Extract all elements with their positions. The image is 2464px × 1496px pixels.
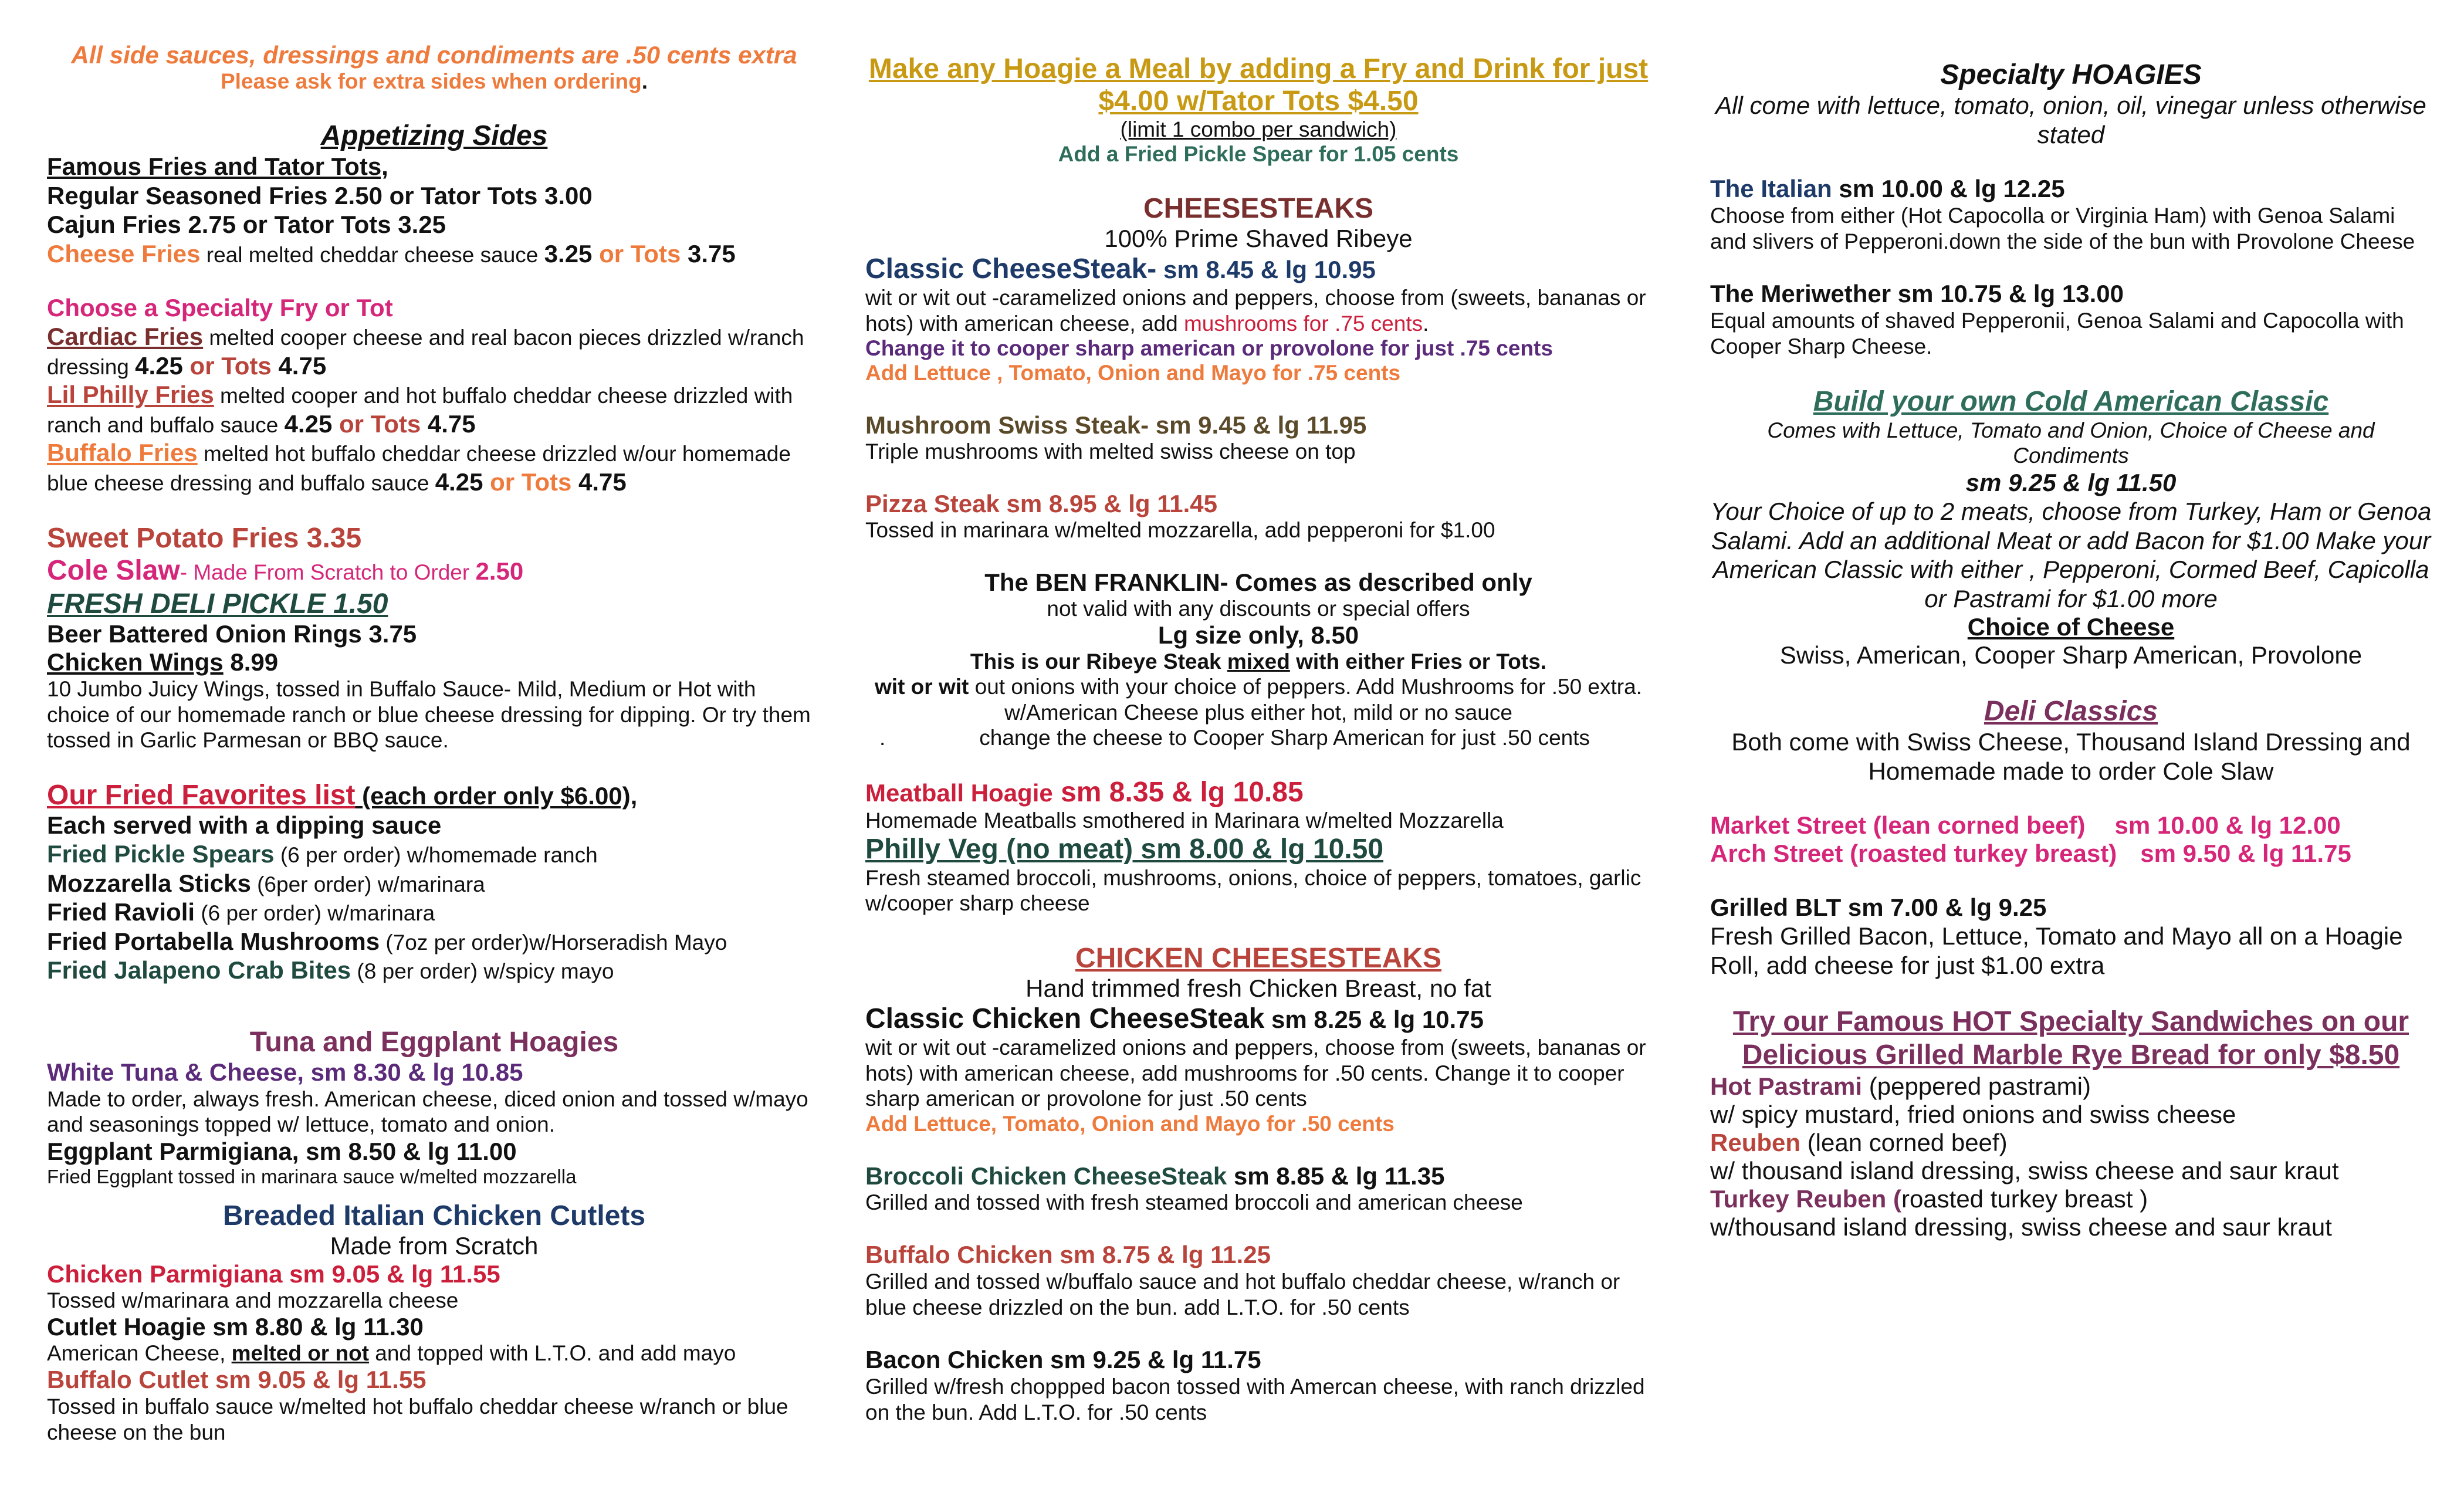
- cheese-fries-line: Cheese Fries real melted cheddar cheese sauce 3.25 or Tots 3.75: [47, 239, 736, 268]
- classic-chicken-title: Classic Chicken CheeseSteak sm 8.25 & lg 10.75: [865, 1003, 1484, 1034]
- rye-specialty-heading: Try our Famous HOT Specialty Sandwiches on our Delicious Grilled Marble Rye Bread for only $8.50: [1732, 1006, 2409, 1071]
- broccoli-chicken-title: Broccoli Chicken CheeseSteak sm 8.85 & lg 11.35: [865, 1162, 1445, 1190]
- market-street-item: Market Street (lean corned beef) sm 10.00 & lg 12.00: [1710, 811, 2341, 840]
- buffalo-cutlet-desc: Tossed in buffalo sauce w/melted hot buffalo cheddar cheese w/ranch or blue cheese on the bun: [47, 1395, 788, 1444]
- italian-title: The Italian sm 10.00 & lg 12.25: [1710, 175, 2065, 203]
- reuben-desc: w/ thousand island dressing, swiss cheese and saur kraut: [1710, 1156, 2339, 1184]
- classic-chicken-desc: wit or wit out -caramelized onions and peppers, choose from (sweets, bananas or hots) with american cheese, add mushrooms for .50 cents. Change it to cooper sharp american or provolone for just .50 cents: [865, 1035, 1646, 1111]
- classic-cheesesteak-title: Classic CheeseSteak- sm 8.45 & lg 10.95: [865, 253, 1376, 285]
- white-tuna-title: White Tuna & Cheese, sm 8.30 & lg 10.85: [47, 1058, 523, 1086]
- chicken-cutlets-sub: Made from Scratch: [330, 1232, 539, 1260]
- ben-franklin-line2: not valid with any discounts or special offers: [1047, 597, 1470, 621]
- menu-column-right: [1710, 59, 2432, 1241]
- turkey-reuben-desc: w/thousand island dressing, swiss cheese and saur kraut: [1710, 1213, 2332, 1241]
- cold-american-price: sm 9.25 & lg 11.50: [1965, 469, 2177, 497]
- cardiac-fries-item: Cardiac Fries melted cooper cheese and real bacon pieces drizzled w/ranch dressing 4.25 or Tots 4.75: [47, 323, 804, 380]
- lil-philly-fries-item: Lil Philly Fries melted cooper and hot buffalo cheddar cheese drizzled with ranch and buffalo sauce 4.25 or Tots 4.75: [47, 381, 793, 438]
- specialty-fry-heading: Choose a Specialty Fry or Tot: [47, 294, 393, 322]
- meriwether-title: The Meriwether sm 10.75 & lg 13.00: [1710, 280, 2124, 308]
- bacon-chicken-title: Bacon Chicken sm 9.25 & lg 11.75: [865, 1346, 1261, 1374]
- meatball-hoagie-title: Meatball Hoagie sm 8.35 & lg 10.85: [865, 776, 1304, 808]
- cheesesteaks-heading: CHEESESTEAKS: [1143, 193, 1374, 224]
- philly-veg-title: Philly Veg (no meat) sm 8.00 & lg 10.50: [865, 833, 1384, 865]
- fried-fav-item: Fried Ravioli (6 per order) w/marinara: [47, 898, 435, 926]
- bacon-chicken-desc: Grilled w/fresh choppped bacon tossed with Amercan cheese, with ranch drizzled on the bun. Add L.T.O. for .50 cents: [865, 1375, 1645, 1424]
- fried-favorites-sub: Each served with a dipping sauce: [47, 811, 442, 840]
- buffalo-chicken-title: Buffalo Chicken sm 8.75 & lg 11.25: [865, 1240, 1271, 1268]
- deli-pickle: FRESH DELI PICKLE 1.50: [47, 588, 388, 620]
- mushroom-swiss-desc: Triple mushrooms with melted swiss cheese on top: [865, 439, 1356, 464]
- ben-franklin-line4: This is our Ribeye Steak mixed with either Fries or Tots.: [970, 649, 1547, 674]
- choice-of-cheese-heading: Choice of Cheese: [1967, 613, 2175, 641]
- sauces-notice: All side sauces, dressings and condiments are .50 cents extra: [71, 41, 797, 69]
- ben-franklin-line3: Lg size only, 8.50: [1157, 621, 1359, 649]
- extra-sides-notice: Please ask for extra sides when ordering.: [221, 69, 648, 93]
- italian-desc: Choose from either (Hot Capocolla or Virginia Ham) with Genoa Salami and slivers of Pepperoni.down the side of the bun with Provolone Cheese: [1710, 204, 2415, 253]
- fried-fav-item: Fried Jalapeno Crab Bites (8 per order) w/spicy mayo: [47, 956, 614, 984]
- menu-column-middle: [865, 53, 1651, 1426]
- reuben-title: Reuben (lean corned beef): [1710, 1128, 2008, 1156]
- buffalo-cutlet-title: Buffalo Cutlet sm 9.05 & lg 11.55: [47, 1366, 427, 1394]
- eggplant-desc: Fried Eggplant tossed in marinara sauce w/melted mozzarella: [47, 1166, 577, 1188]
- appetizing-sides-heading: Appetizing Sides: [320, 120, 548, 151]
- grilled-blt-desc: Fresh Grilled Bacon, Lettuce, Tomato and Mayo all on a Hoagie Roll, add cheese for just $1.00 extra: [1710, 922, 2403, 979]
- deli-classics-heading: Deli Classics: [1984, 696, 2158, 727]
- cutlet-hoagie-desc: American Cheese, melted or not and topped with L.T.O. and add mayo: [47, 1341, 736, 1366]
- ben-franklin-line5: wit or wit out onions with your choice of peppers. Add Mushrooms for .50 extra. w/American Cheese plus either hot, mild or no sauce: [875, 675, 1642, 725]
- meal-deal-limit: (limit 1 combo per sandwich): [1120, 117, 1397, 141]
- cutlet-hoagie-title: Cutlet Hoagie sm 8.80 & lg 11.30: [47, 1313, 424, 1341]
- onion-rings: Beer Battered Onion Rings 3.75: [47, 620, 417, 648]
- cold-american-desc: Your Choice of up to 2 meats, choose from Turkey, Ham or Genoa Salami. Add an additional Meat or add Bacon for $1.00 Make your American Classic with either , Pepperoni, Cormed Beef, Capicolla or Pastrami for $1.00 more: [1710, 497, 2432, 612]
- meal-deal-line2: $4.00 w/Tator Tots $4.50: [1098, 86, 1419, 117]
- cajun-fries-line: Cajun Fries 2.75 or Tator Tots 3.25: [47, 211, 446, 239]
- classic-chicken-addon: Add Lettuce, Tomato, Onion and Mayo for .50 cents: [865, 1111, 1395, 1136]
- cold-american-sub: Comes with Lettuce, Tomato and Onion, Choice of Cheese and Condiments: [1767, 418, 2375, 468]
- meatball-hoagie-desc: Homemade Meatballs smothered in Marinara w/melted Mozzarella: [865, 808, 1504, 832]
- hot-pastrami-desc: w/ spicy mustard, fried onions and swiss cheese: [1710, 1100, 2236, 1128]
- turkey-reuben-title: Turkey Reuben (roasted turkey breast ): [1710, 1184, 2148, 1213]
- philly-veg-desc: Fresh steamed broccoli, mushrooms, onions, choice of peppers, tomatoes, garlic w/cooper sharp cheese: [865, 865, 1641, 916]
- fried-fav-item: Mozzarella Sticks (6per order) w/marinara: [47, 869, 485, 897]
- hot-pastrami-title: Hot Pastrami (peppered pastrami): [1710, 1072, 2091, 1100]
- chicken-cutlets-heading: Breaded Italian Chicken Cutlets: [222, 1200, 646, 1232]
- ben-franklin-title: The BEN FRANKLIN- Comes as described only: [984, 568, 1532, 597]
- broccoli-chicken-desc: Grilled and tossed with fresh steamed broccoli and american cheese: [865, 1190, 1523, 1214]
- cole-slaw-item: Cole Slaw- Made From Scratch to Order 2.50: [47, 555, 524, 587]
- specialty-hoagies-heading: Specialty HOAGIES: [1940, 59, 2202, 90]
- white-tuna-desc: Made to order, always fresh. American cheese, diced onion and tossed w/mayo and seasonings topped w/ lettuce, tomato and onion.: [47, 1087, 808, 1137]
- buffalo-chicken-desc: Grilled and tossed w/buffalo sauce and hot buffalo cheddar cheese, w/ranch or blue cheese drizzled on the bun. add L.T.O. for .50 cents: [865, 1269, 1620, 1319]
- pickle-spear-addon: Add a Fried Pickle Spear for 1.05 cents: [1058, 142, 1459, 166]
- chicken-cheesesteaks-heading: CHICKEN CHEESESTEAKS: [1075, 942, 1442, 974]
- buffalo-fries-item: Buffalo Fries melted hot buffalo cheddar cheese drizzled w/our homemade blue cheese dressing and buffalo sauce 4.25 or Tots 4.75: [47, 439, 791, 496]
- cheesesteaks-sub: 100% Prime Shaved Ribeye: [1104, 225, 1413, 252]
- meriwether-desc: Equal amounts of shaved Pepperonii, Genoa Salami and Capocolla with Cooper Sharp Cheese.: [1710, 309, 2404, 359]
- menu-column-left: [47, 41, 821, 1445]
- mushroom-swiss-title: Mushroom Swiss Steak- sm 9.45 & lg 11.95: [865, 411, 1367, 439]
- arch-street-item: Arch Street (roasted turkey breast) sm 9.50 & lg 11.75: [1710, 840, 2351, 868]
- chicken-wings-title: Chicken Wings 8.99: [47, 648, 279, 676]
- grilled-blt-title: Grilled BLT sm 7.00 & lg 9.25: [1710, 893, 2047, 922]
- cheese-options: Swiss, American, Cooper Sharp American, Provolone: [1779, 641, 2363, 669]
- fried-favorites-heading: Our Fried Favorites list (each order only $6.00),: [47, 780, 638, 811]
- tuna-eggplant-heading: Tuna and Eggplant Hoagies: [249, 1026, 619, 1058]
- eggplant-title: Eggplant Parmigiana, sm 8.50 & lg 11.00: [47, 1138, 517, 1166]
- ben-franklin-line6: . change the cheese to Cooper Sharp American for just .50 cents: [879, 725, 1590, 750]
- meal-deal-line1: Make any Hoagie a Meal by adding a Fry and Drink for just: [868, 53, 1649, 84]
- cold-american-heading: Build your own Cold American Classic: [1813, 385, 2329, 417]
- classic-cheesesteak-change: Change it to cooper sharp american or provolone for just .75 cents: [865, 336, 1553, 361]
- chicken-parm-title: Chicken Parmigiana sm 9.05 & lg 11.55: [47, 1260, 500, 1288]
- fried-fav-item: Fried Portabella Mushrooms (7oz per order)w/Horseradish Mayo: [47, 927, 727, 955]
- chicken-cheesesteaks-sub: Hand trimmed fresh Chicken Breast, no fat: [1025, 974, 1491, 1002]
- regular-fries-line: Regular Seasoned Fries 2.50 or Tator Tots 3.00: [47, 181, 593, 209]
- pizza-steak-desc: Tossed in marinara w/melted mozzarella, add pepperoni for $1.00: [865, 518, 1495, 543]
- deli-classics-sub: Both come with Swiss Cheese, Thousand Island Dressing and Homemade made to order Cole Slaw: [1731, 728, 2411, 785]
- classic-cheesesteak-addon: Add Lettuce , Tomato, Onion and Mayo for .75 cents: [865, 361, 1401, 385]
- pizza-steak-title: Pizza Steak sm 8.95 & lg 11.45: [865, 490, 1218, 518]
- famous-fries-line: Famous Fries and Tator Tots,: [47, 153, 388, 180]
- chicken-parm-desc: Tossed w/marinara and mozzarella cheese: [47, 1288, 459, 1313]
- specialty-hoagies-sub: All come with lettuce, tomato, onion, oil, vinegar unless otherwise stated: [1715, 92, 2426, 148]
- chicken-wings-desc: 10 Jumbo Juicy Wings, tossed in Buffalo Sauce- Mild, Medium or Hot with choice of our homemade ranch or blue cheese dressing for dipping. Or try them tossed in Garlic Parmesan or BBQ sauce.: [47, 677, 811, 753]
- sweet-potato-fries: Sweet Potato Fries 3.35: [47, 523, 362, 554]
- classic-cheesesteak-desc: wit or wit out -caramelized onions and peppers, choose from (sweets, bananas or hots) with american cheese, add mushrooms for .75 cents.: [865, 286, 1646, 336]
- fried-fav-item: Fried Pickle Spears (6 per order) w/homemade ranch: [47, 840, 598, 868]
